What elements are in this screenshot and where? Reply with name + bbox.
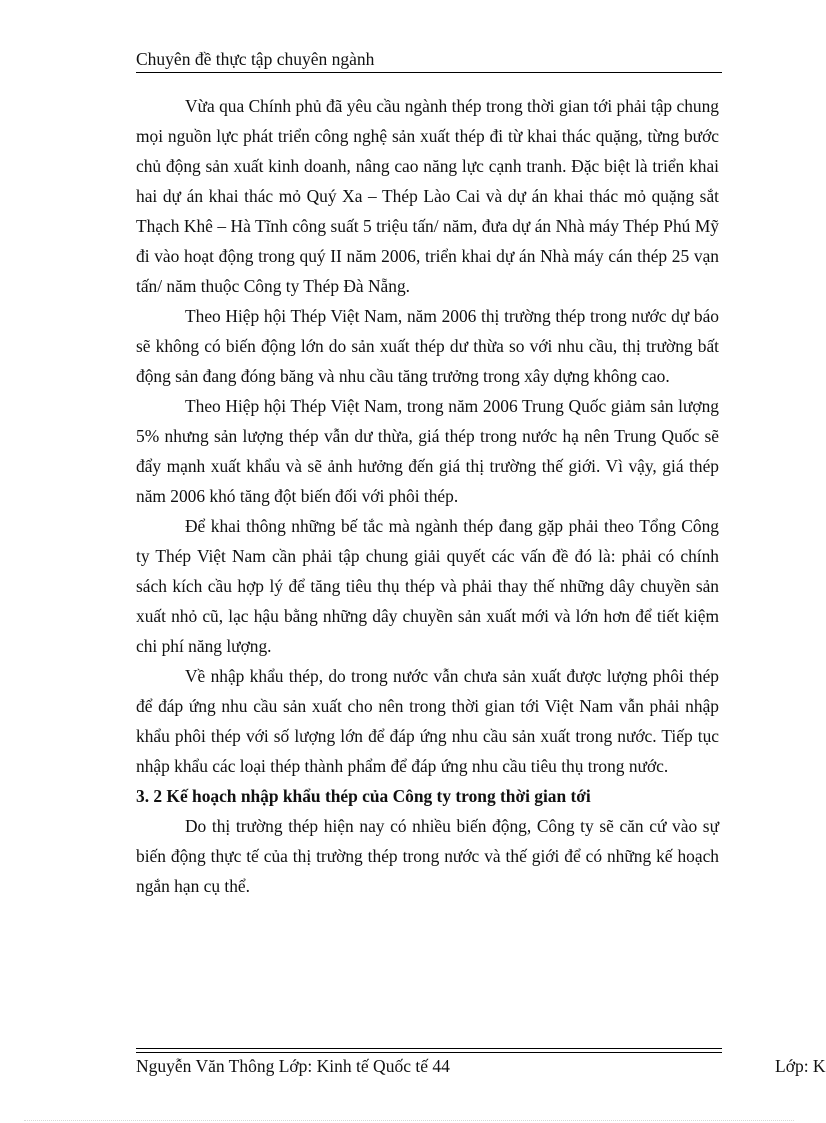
paragraph-5: Về nhập khẩu thép, do trong nước vẫn chưa sản xuất được lượng phôi thép để đáp ứng nhu cầu sản xuất cho nên trong thời gian tới Việt Nam vẫn phải nhập khẩu phôi thép với số lượng lớn để đáp ứng nhu cầu sản xuất trong nước. Tiếp tục nhập khẩu các loại thép thành phẩm để đáp ứng nhu cầu tiêu thụ trong nước. (136, 666, 719, 776)
footer-divider (136, 1048, 722, 1053)
section-heading: 3. 2 Kế hoạch nhập khẩu thép của Công ty trong thời gian tới (136, 786, 591, 806)
paragraph-2: Theo Hiệp hội Thép Việt Nam, năm 2006 thị trường thép trong nước dự báo sẽ không có biến động lớn do sản xuất thép dư thừa so với nhu cầu, thị trường bất động sản đang đóng băng và nhu cầu tăng trưởng trong xây dựng không cao. (136, 306, 719, 386)
header-title: Chuyên đề thực tập chuyên ngành (136, 49, 375, 69)
paragraph-1: Vừa qua Chính phủ đã yêu cầu ngành thép trong thời gian tới phải tập chung mọi nguồn lực phát triển công nghệ sản xuất thép đi từ khai thác quặng, từng bước chủ động sản xuất kinh doanh, nâng cao năng lực cạnh tranh. Đặc biệt là triển khai hai dự án khai thác mỏ Quý Xa – Thép Lào Cai và dự án khai thác mỏ quặng sắt Thạch Khê – Hà Tĩnh công suất 5 triệu tấn/ năm, đưa dự án Nhà máy Thép Phú Mỹ đi vào hoạt động trong quý II năm 2006, triển khai dự án Nhà máy cán thép 25 vạn tấn/ năm thuộc Công ty Thép Đà Nẵng. (136, 96, 719, 296)
page-bottom-border (24, 1120, 794, 1121)
page-header (136, 47, 722, 73)
paragraph-3: Theo Hiệp hội Thép Việt Nam, trong năm 2006 Trung Quốc giảm sản lượng 5% nhưng sản lượng thép vẫn dư thừa, giá thép trong nước hạ nên Trung Quốc sẽ đẩy mạnh xuất khẩu và sẽ ảnh hưởng đến giá thị trường thế giới. Vì vậy, giá thép năm 2006 khó tăng đột biến đối với phôi thép. (136, 396, 719, 506)
section-paragraph: Do thị trường thép hiện nay có nhiều biến động, Công ty sẽ căn cứ vào sự biến động thực tế của thị trường thép trong nước và thế giới để có những kế hoạch ngắn hạn cụ thể. (136, 816, 719, 896)
page-footer (136, 1055, 450, 1077)
paragraph-4: Để khai thông những bế tắc mà ngành thép đang gặp phải theo Tổng Công ty Thép Việt Nam cần phải tập chung giải quyết các vấn đề đó là: phải có chính sách kích cầu hợp lý để tăng tiêu thụ thép và phải thay thế những dây chuyền sản xuất nhỏ cũ, lạc hậu bằng những dây chuyền sản xuất mới và lớn hơn để tiết kiệm chi phí năng lượng. (136, 516, 719, 656)
document-body (136, 91, 719, 901)
footer-author-class: Nguyễn Văn Thông Lớp: Kinh tế Quốc tế 44 (136, 1056, 450, 1076)
footer-right-text: Lớp: K (775, 1056, 826, 1076)
footer-right-fragment (775, 1055, 826, 1077)
